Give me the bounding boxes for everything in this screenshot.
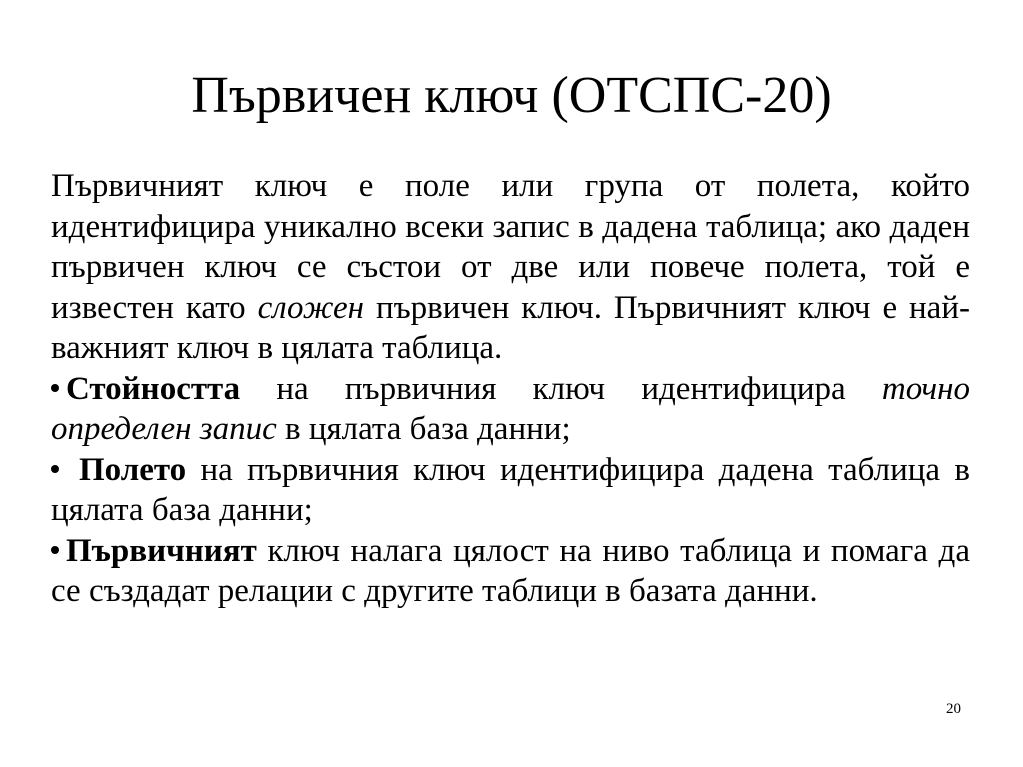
slide-title: Първичен ключ (ОТСПС-20) (191, 67, 832, 124)
intro-paragraph (51, 166, 970, 369)
bullet-text: на първичния ключ идентифицира дадена таблица в цялата база данни; (51, 451, 970, 528)
bullet-bold-term: Стойността (66, 370, 241, 407)
bullet-item-value (51, 369, 970, 450)
bullet-icon (51, 546, 59, 554)
intro-text-start: Първичният ключ е поле или група от полета, който идентифицира уникално всеки запис в дадена таблица; ако даден първичен ключ се състои от две или повече полета, той е известен като (51, 168, 970, 326)
bullet-bold-term: Полето (79, 451, 187, 488)
bullet-text: на първичния ключ идентифицира (240, 370, 882, 407)
intro-text-end: първичен ключ. Първичният ключ е най-важният ключ в цялата таблица. (51, 289, 970, 366)
bullet-icon (51, 384, 59, 392)
page-number: 20 (946, 701, 961, 717)
bullet-text-end: в цялата база данни; (276, 411, 571, 447)
slide-body (51, 166, 970, 612)
bullet-bold-term: Първичният (66, 532, 257, 569)
intro-italic-term: сложен (257, 289, 365, 326)
bullet-item-primary (51, 531, 970, 612)
bullet-icon (51, 465, 59, 473)
bullet-item-field (51, 450, 970, 531)
bullet-italic-term: точно определен запис (51, 370, 970, 447)
bullet-text: ключ налага цялост на ниво таблица и помага да се създадат релации с другите таблици в базата данни. (51, 532, 970, 609)
